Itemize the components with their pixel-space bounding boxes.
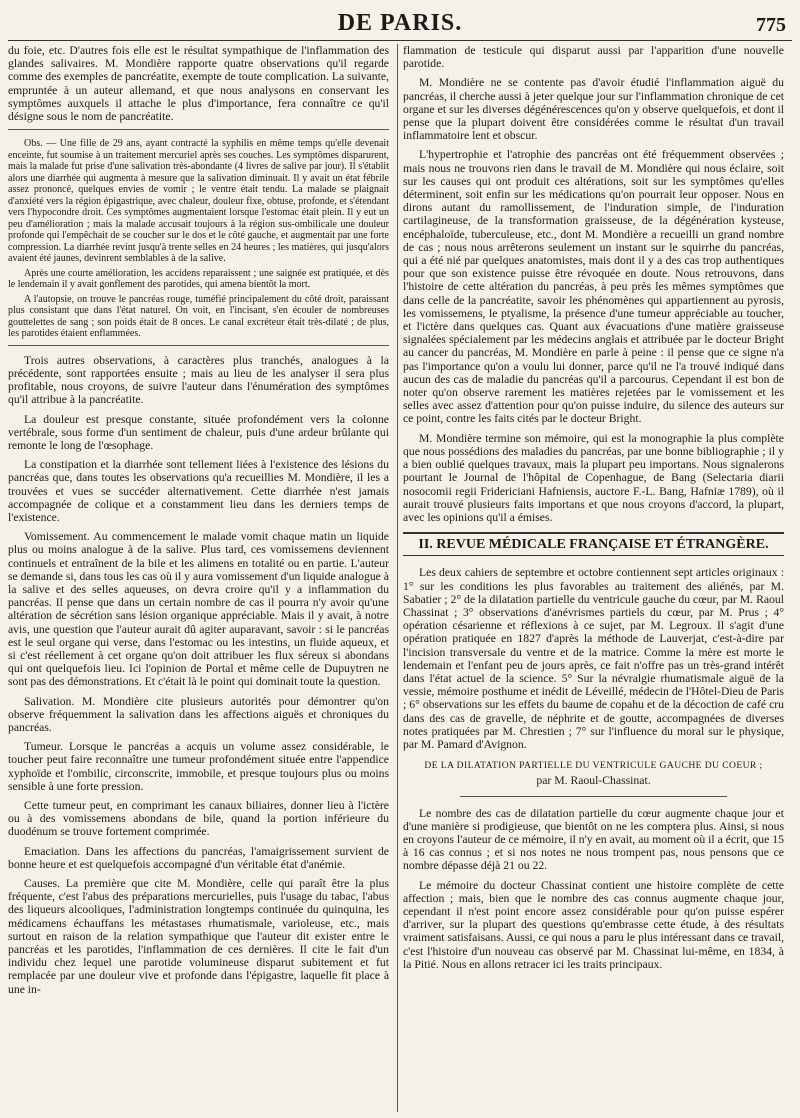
header-rule (8, 40, 792, 41)
paragraph: du foie, etc. D'autres fois elle est le résultat sympathique de l'inflammation des glandes salivaires. M. Mondière rapporte quatre observations qu'il regarde comme des exemples de pancréatite, exempte de toute complication. La suivante, empruntée à un auteur allemand, et que nous analysons en conservant les symptômes auxquels il attache le plus d'importance, fera connaître ce qu'il désigne sous le nom de pancréatite. (8, 44, 389, 124)
column-rule (397, 44, 398, 1112)
article-author: par M. Raoul-Chassinat. (536, 774, 651, 788)
article-title: DE LA DILATATION PARTIELLE DU VENTRICULE GAUCHE DU COEUR ; (424, 760, 763, 772)
paragraph: Salivation. M. Mondière cite plusieurs autorités pour démontrer qu'on observe fréquemment la salivation dans les affections aiguës et chroniques du pancréas. (8, 694, 389, 734)
right-column (403, 44, 784, 977)
left-column (8, 44, 389, 1002)
page-number: 775 (756, 14, 786, 36)
paragraph: Tumeur. Lorsque le pancréas a acquis un volume assez considérable, le toucher peut faire reconnaître une tumeur profondément située entre l'appendice xyphoïde et l'ombilic, circonscrite, immobile, et presque toujours plus ou moins sensible à une forte pression. (8, 740, 389, 793)
paragraph: Le mémoire du docteur Chassinat contient une histoire complète de cette affection ; mais, bien que le nombre des cas connus augmente chaque jour, cependant il n'est point encore assez considérable pour qu'on puisse espérer d'arriver, sur la plupart des questions qu'embrasse cette étude, à des résultats vraiment satisfaisans. Aussi, ce qui nous a paru le plus intéressant dans ce travail, c'est l'histoire d'un nouveau cas observé par M. Chassinat lui-même, en 1834, à la Pitié. Nous en allons retracer ici les traits principaux. (403, 878, 784, 971)
paragraph: Causes. La première que cite M. Mondière, celle qui paraît être la plus fréquente, c'est l'abus des préparations mercurielles, puis l'usage du tabac, l'abus des liqueurs alcooliques, l'administration longtemps continuée du quinquina, les médicamens échauffans les métastases rhumatismale, varioleuse, etc., mais surtout en raison de la relation sympathique que l'auteur dit exister entre le pancréas et les parotides, l'inflammation de ces dernières. Il cite le fait d'un individu chez lequel une parotide volumineuse disparut subitement et fut remplacée par une douleur vive et profonde dans l'épigastre, laquelle fit place à une in- (8, 877, 389, 996)
observation-paragraph: Après une courte amélioration, les accidens reparaissent ; une saignée est pratiquée, et dès le lendemain il y avait gonflement des parotides, qui amena bientôt la mort. (8, 267, 389, 291)
paragraph: Trois autres observations, à caractères plus tranchés, analogues à la précédente, sont rapportées ensuite ; mais au lieu de les analyser il sera plus profitable, nous croyons, de suivre l'auteur dans l'énumération des symptômes qu'il attribue à la pancréatite. (8, 353, 389, 407)
paragraph: M. Mondière ne se contente pas d'avoir étudié l'inflammation aiguë du pancréas, il cherche aussi à jeter quelque jour sur l'inflammation chronique de cet organe et sur les diverses dégénérescences qu'on y observe quelquefois, et dont il pense que la plupart doivent être considérées comme le résultat d'un travail inflammatoire lent et obscur. (403, 76, 784, 143)
divider (460, 796, 727, 797)
page-header (0, 6, 800, 40)
paragraph: Cette tumeur peut, en comprimant les canaux biliaires, donner lieu à l'ictère ou à des vomissemens abondans de bile, quand la portion inférieure du duodénum se trouve fortement comprimée. (8, 799, 389, 839)
divider (8, 345, 389, 346)
divider (8, 129, 389, 130)
paragraph: Le nombre des cas de dilatation partielle du cœur augmente chaque jour et d'une manière si prodigieuse, que bientôt on ne les comptera plus. Ainsi, si nous en croyons l'auteur de ce mémoire, il n'y en avait, au moment où il a écrit, que 15 à 16 cas connus ; et si nos notes ne nous trompent pas, nous pensons que ce nombre dépasse déjà 21 ou 22. (403, 806, 784, 873)
paragraph: L'hypertrophie et l'atrophie des pancréas ont été fréquemment observées ; mais nous ne trouvons rien dans le travail de M. Mondière qui nous éclaire, soit sur les causes qui ont produit ces altérations, soit sur les symptômes qu'elles déterminent, soit enfin sur les médications qu'on pourrait leur opposer. Nous en dirons autant du ramollissement, de l'induration simple, de l'induration cartilagineuse, de la transformation graisseuse, de la dégénération kysteuse, encéphaloïde, tuberculeuse, etc., dont M. Mondière a recueilli un grand nombre de cas ; nous nous arrêterons seulement un instant sur le squirrhe du pancréas, qui a été nié par quelques anatomistes, mais dont il y a des cas trop authentiques pour que son existence puisse être révoquée en doute. Nous retrouvons, dans l'histoire de cette altération du pancréas, à peu près les mêmes symptômes que dans celle de la pancréatite, savoir les phénomènes qui appartiennent au pyrosis, les vomissemens, le ptyalisme, la présence d'une tumeur appréciable au toucher, et l'ictère dans quelques cas. Quant aux évacuations d'une matière graisseuse signalées spécialement par les médecins anglais et attribuée par le docteur Bright au cancer du pancréas, M. Mondière en parle à peine : il pense que ce signe n'a pas l'importance qu'on a voulu lui donner, parce qu'il ne l'a trouvé indiqué dans aucun des cas de maladie du pancréas qu'il a parcourus. Cependant il est bon de noter qu'on observe rarement les matières rejetées par le vomissement et les selles avec assez d'attention pour qu'on puisse induire, du silence des auteurs sur ce point, contre les faits cités par le docteur Bright. (403, 148, 784, 426)
paragraph: M. Mondière termine son mémoire, qui est la monographie la plus complète que nous possédions des maladies du pancréas, par une bonne bibliographie ; il y a bien oublié quelques travaux, mais la plupart peu importans. Nous signalerons pourtant le Journal de l'hôpital de Copenhague, de Bang (Selectaria diarii nosocomii regii Fridericiani Hafniensis, auctore F.-L. Bang, Hafniæ 1789), où il aurait trouvé plusieurs faits importans et que nous croyons d'accord, la plupart, avec les opinions qu'il a émises. (403, 431, 784, 524)
paragraph: Les deux cahiers de septembre et octobre contiennent sept articles originaux : 1° sur les conditions les plus favorables au traitement des aliénés, par M. Sabatier ; 2° de la dilatation partielle du ventricule gauche du cœur, par M. Raoul Chassinat ; 3° observations d'anévrismes partiels du cœur, par M. Prus ; 4° opération césarienne et réflexions à ce sujet, par M. Legroux. Il s'agit d'une opération pratiquée en 1827 d'après la méthode de Lauverjat, c'est-à-dire par l'incision transversale du ventre et de la matrice. Comme la mère est morte le lendemain et l'enfant peu de jours après, ce fait n'offre pas un très-grand intérêt dans l'état actuel de la science. 5° Sur la névralgie rhumatismale aiguë de la vessie, mémoire posthume et inédit de Léveillé, médecin de l'Hôtel-Dieu de Paris ; 6° observations sur les effets du baume de copahu et de la décoction de café cru dans des cas de gravelle, de néphrite et de goutte, accompagnées de diverses notes pratiquées par M. Chrestien ; 7° sur l'influence du moral sur le physique, par M. Pamard d'Avignon. (403, 566, 784, 751)
running-title: DE PARIS. (337, 10, 463, 36)
paragraph: La constipation et la diarrhée sont tellement liées à l'existence des lésions du pancréas que, dans toutes les observations qu'a recueillies M. Mondière, il les a trouvées et vues se succéder alternativement. Cette diarrhée n'est jamais accompagnée de colique et a constamment lieu dans les derniers temps de l'existence. (8, 458, 389, 524)
paragraph: Emaciation. Dans les affections du pancréas, l'amaigrissement survient de bonne heure et est quelquefois accompagné d'un véritable état d'anémie. (8, 844, 389, 871)
section-title: II. REVUE MÉDICALE FRANÇAISE ET ÉTRANGÈRE. (403, 532, 784, 556)
paragraph: flammation de testicule qui disparut aussi par l'apparition d'une nouvelle parotide. (403, 44, 784, 71)
observation-block (8, 138, 389, 340)
paragraph: La douleur est presque constante, située profondément vers la colonne vertébrale, sous forme d'un sentiment de chaleur, puis d'une ardeur brûlante qui remonte le long de l'œsophage. (8, 412, 389, 452)
observation-paragraph: Obs. — Une fille de 29 ans, ayant contracté la syphilis en même temps qu'elle devenait enceinte, fut soumise à un traitement mercuriel après ses couches. Les symptômes disparurent, mais la malade fut prise d'une salivation très-abondante (4 livres de salive par jour). Il s'établit alors une diarrhée qui augmenta à mesure que la salivation diminuait. Il y avait un état fébrile assez prononcé, quelques envies de vomir ; le ventre était tendu. La malade se plaignait d'anxiété vers la région épigastrique, avec chaleur, douleur fixe, obtuse, profonde, et s'étendant vers l'hypocondre droit. Ces symptômes augmentaient lorsque l'estomac était plein. Il y eut un peu d'amélioration ; mais la malade accusait toujours à la région sus-ombilicale une douleur profonde qui l'empêchait de se coucher sur le dos et le côté gauche, et augmentait par une forte compression. La diarrhée revint jusqu'à trente selles en 24 heures ; les matières, qui jusqu'alors avaient été jaunes, devinrent semblables à de la salive. (8, 138, 389, 265)
observation-paragraph: A l'autopsie, on trouve le pancréas rouge, tuméfié principalement du côté droit, paraissant plus consistant que dans l'état naturel. On voit, en l'incisant, s'en écouler de nombreuses gouttelettes de sang ; son poids était de 8 onces. Le canal excréteur était très-dilaté ; de plus, les parotides étaient enflammées. (8, 293, 389, 340)
paragraph: Vomissement. Au commencement le malade vomit chaque matin un liquide plus ou moins analogue à de la salive. Plus tard, ces vomissemens deviennent continuels et entraînent de la bile et les alimens en totalité ou en partie. L'auteur se demande si, dans tous les cas où il y aura vomissement d'un liquide analogue à la salive et des selles aqueuses, on devra croire qu'il y a inflammation du pancréas. Il pense que dans un certain nombre de cas il pourra n'y avoir qu'une altération de sécrétion sans lésion organique appréciable. Mais il y avait, à notre avis, une question que l'auteur aurait dû agiter auparavant, savoir : si le pancréas est le seul organe qui verse, dans l'estomac ou les intestins, un fluide aqueux, et si c'est réellement à cet organe qu'on doit attribuer les flux séreux si abondans qui ont quelquefois lieu. Ici l'opinion de Portal et même celle de Dupuytren ne sont pas des démonstrations. Et c'était là le point qui dominait toute la question. (8, 530, 389, 689)
